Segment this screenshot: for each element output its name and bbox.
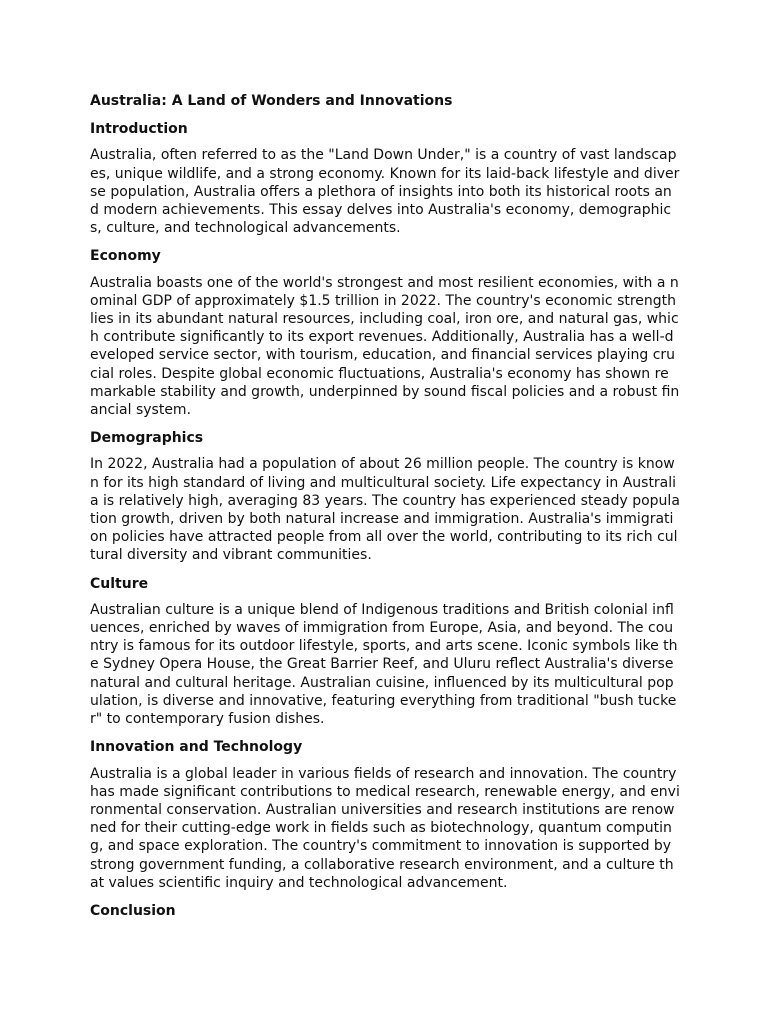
section-heading-economy: Economy bbox=[90, 248, 161, 265]
paragraph-demographics: In 2022, Australia had a population of about 26 million people. The country is known for its high standard of living and multicultural society. Life expectancy in Australia is relatively high, averaging 83 years. The country has experienced steady population growth, driven by both natural increase and immigration. Australia's immigration policies have attracted people from all over the world, contributing to its rich cultural diversity and vibrant communities. bbox=[90, 456, 680, 564]
paragraph-innovation: Australia is a global leader in various fields of research and innovation. The country has made significant contributions to medical research, renewable energy, and environmental conservation. Australian universities and research institutions are renowned for their cutting-edge work in fields such as biotechnology, quantum computing, and space exploration. The country's commitment to innovation is supported by strong government funding, a collaborative research environment, and a culture that values scientific inquiry and technological advancement. bbox=[90, 765, 680, 891]
document-title: Australia: A Land of Wonders and Innovations bbox=[90, 93, 453, 109]
section-heading-demographics: Demographics bbox=[90, 430, 204, 447]
document-page bbox=[90, 90, 680, 928]
section-heading-innovation: Innovation and Technology bbox=[90, 739, 303, 756]
paragraph-economy: Australia boasts one of the world's strongest and most resilient economies, with a nominal GDP of approximately $1.5 trillion in 2022. The country's economic strength lies in its abundant natural resources, including coal, iron ore, and natural gas, which contribute significantly to its export revenues. Additionally, Australia has a well-developed service sector, with tourism, education, and financial services playing crucial roles. Despite global economic fluctuations, Australia's economy has shown remarkable stability and growth, underpinned by sound fiscal policies and a robust financial system. bbox=[90, 274, 680, 419]
section-heading-conclusion: Conclusion bbox=[90, 902, 176, 919]
section-heading-culture: Culture bbox=[90, 575, 149, 592]
section-heading-introduction: Introduction bbox=[90, 121, 188, 138]
paragraph-culture: Australian culture is a unique blend of Indigenous traditions and British colonial influences, enriched by waves of immigration from Europe, Asia, and beyond. The country is famous for its outdoor lifestyle, sports, and arts scene. Iconic symbols like the Sydney Opera House, the Great Barrier Reef, and Uluru reflect Australia's diverse natural and cultural heritage. Australian cuisine, influenced by its multicultural population, is diverse and innovative, featuring everything from traditional "bush tucker" to contemporary fusion dishes. bbox=[90, 601, 678, 728]
paragraph-introduction: Australia, often referred to as the "Land Down Under," is a country of vast landscapes, unique wildlife, and a strong economy. Known for its laid-back lifestyle and diverse population, Australia offers a plethora of insights into both its historical roots and modern achievements. This essay delves into Australia's economy, demographics, culture, and technological advancements. bbox=[90, 147, 680, 237]
